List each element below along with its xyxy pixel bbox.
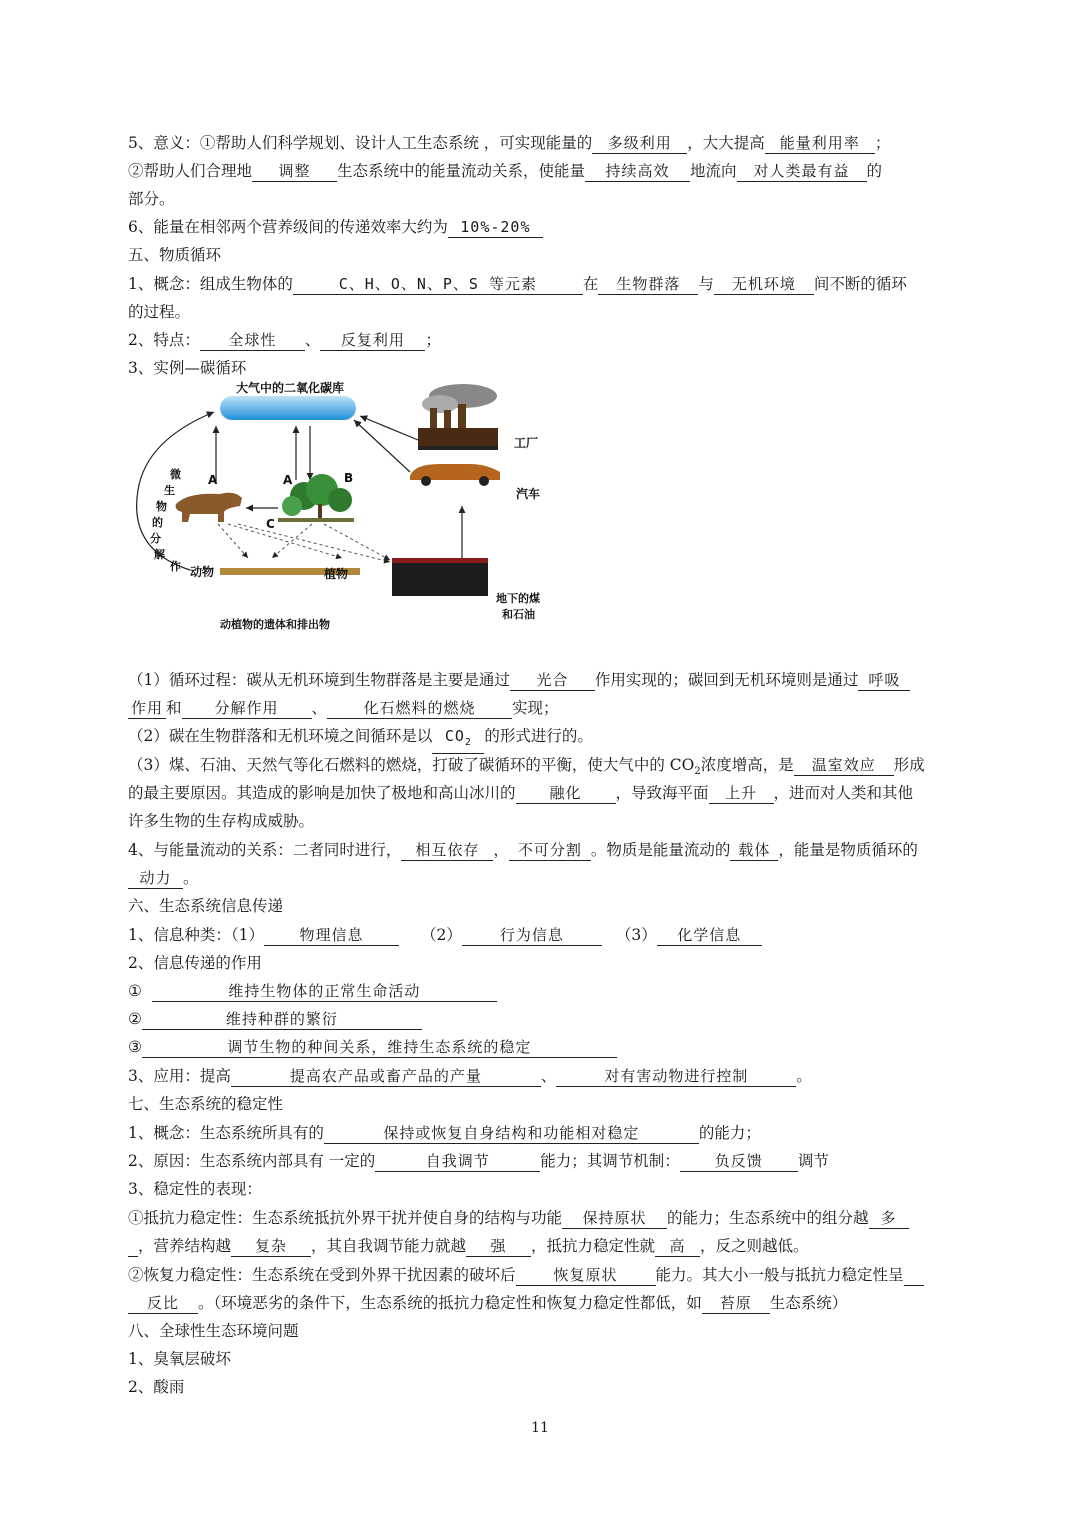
fill-blank[interactable]: 物理信息 (264, 925, 399, 946)
fossil-fuel-line-1: （3）煤、石油、天然气等化石燃料的燃烧，打破了碳循环的平衡，使大气中的 $CO_2$浓度增高，是 温室效应 形成 (128, 756, 925, 778)
fill-blank[interactable]: 呼吸 (858, 670, 910, 691)
coal-label-2: 和石油 (502, 608, 535, 621)
stability-expression: 3、稳定性的表现： (128, 1180, 262, 1198)
fill-blank[interactable]: 自我调节 (375, 1151, 540, 1172)
fill-blank[interactable]: 苔原 (702, 1293, 770, 1314)
fill-blank[interactable]: 相互依存 (401, 840, 493, 861)
cycle-form-line: （2）碳在生物群落和无机环境之间循环是以 $CO_2$ 的形式进行的。 (128, 726, 593, 754)
stability-reason: 2、原因：生态系统内部具有 一定的 自我调节 能力；其调节机制： 负反馈 调节 (128, 1152, 829, 1170)
coal-label-1: 地下的煤 (496, 592, 540, 605)
fill-blank[interactable]: 化学信息 (657, 925, 762, 946)
fill-blank[interactable]: 恢复原状 (516, 1265, 656, 1286)
factory-icon (418, 384, 498, 450)
fill-blank[interactable]: 复杂 (231, 1236, 311, 1257)
fill-blank[interactable]: 持续高效 (585, 161, 690, 182)
info-type-line: 1、信息种类：（1） 物理信息 （2） 行为信息 （3） 化学信息 (128, 925, 762, 946)
fill-blank[interactable]: 10%-20% (448, 217, 543, 238)
carbon-cycle-diagram (128, 380, 568, 635)
svg-text:作: 作 (170, 560, 181, 573)
coal-block (392, 558, 488, 596)
section-heading: 五、物质循环 (128, 246, 222, 264)
fill-blank[interactable]: 行为信息 (462, 925, 602, 946)
fossil-fuel-line-3: 许多生物的生存构成威胁。 (128, 812, 315, 830)
fill-blank[interactable]: 反复利用 (320, 330, 425, 351)
fill-blank[interactable]: 上升 (709, 783, 774, 804)
section-heading: 八、全球性生态环境问题 (128, 1322, 299, 1340)
fill-blank[interactable]: 作用 (128, 698, 166, 719)
label-b: B (344, 471, 354, 485)
fill-blank[interactable]: 生物群落 (598, 274, 698, 295)
resistance-line-1: ①抵抗力稳定性：生态系统抵抗外界干扰并使自身的结构与功能 保持原状 的能力；生态系统中的组分越 多 (128, 1208, 909, 1229)
info-role-3: ③ 调节生物的种间关系，维持生态系统的稳定 (128, 1037, 617, 1058)
label-a1: A (208, 473, 218, 487)
info-role-title: 2、信息传递的作用 (128, 954, 262, 972)
svg-text:解: 解 (154, 548, 165, 561)
meaning-line-3: 部分。 (128, 190, 175, 208)
fill-blank[interactable]: 保持原状 (562, 1208, 667, 1229)
fill-blank[interactable]: 全球性 (200, 330, 305, 351)
concept-line-1: 1、概念：组成生物体的 C、H、O、N、P、S 等元素 在 生物群落 与 无机环境 间不断的循环 (128, 275, 907, 293)
fill-blank[interactable]: 维持生物体的正常生命活动 (152, 981, 497, 1002)
decomposer-label (150, 467, 181, 573)
problem-2: 2、酸雨 (128, 1378, 185, 1396)
fill-blank[interactable]: 维持种群的繁衍 (142, 1009, 422, 1030)
stability-concept: 1、概念：生态系统所具有的 保持或恢复自身结构和功能相对稳定 的能力； (128, 1124, 761, 1142)
info-role-2: ② 维持种群的繁衍 (128, 1009, 422, 1030)
feature-line: 2、特点： 全球性 、 反复利用 ； (128, 331, 441, 349)
svg-text:分: 分 (150, 532, 161, 545)
animal-label: 动物 (190, 565, 215, 579)
fill-blank[interactable]: 动力 (128, 868, 183, 889)
fill-blank[interactable]: 不可分割 (509, 840, 591, 861)
svg-text:生: 生 (164, 484, 175, 497)
page-number: 11 (531, 1420, 549, 1436)
factory-label: 工厂 (514, 436, 539, 450)
application-line: 3、应用：提高 提高农产品或畜产品的产量 、 对有害动物进行控制 。 (128, 1067, 812, 1085)
svg-text:微: 微 (170, 468, 181, 481)
fill-blank[interactable]: 载体 (730, 840, 778, 861)
carbon-cycle-title: 3、实例—碳循环 (128, 359, 247, 377)
problem-1: 1、臭氧层破坏 (128, 1350, 231, 1368)
efficiency-line: 6、能量在相邻两个营养级间的传递效率大约为 10%-20% (128, 217, 543, 238)
fill-blank[interactable]: 化石燃料的燃烧 (327, 698, 512, 719)
info-role-1: ① 维持生物体的正常生命活动 (128, 981, 497, 1002)
fill-blank[interactable]: $CO_2$ (432, 726, 484, 754)
fill-blank[interactable]: 高 (655, 1236, 700, 1257)
relation-line-2: 动力 。 (128, 868, 199, 889)
fill-blank[interactable]: 强 (466, 1236, 531, 1257)
fill-blank[interactable]: 反比 (128, 1293, 198, 1314)
meaning-line-2: ②帮助人们合理地 调整 生态系统中的能量流动关系，使能量 持续高效 地流向 对人类最有益 的 (128, 162, 883, 180)
section-heading: 六、生态系统信息传递 (128, 897, 284, 915)
fill-blank[interactable]: 光合 (510, 670, 595, 691)
section-heading: 七、生态系统的稳定性 (128, 1095, 284, 1113)
resilience-line-2: 反比 。（环境恶劣的条件下，生态系统的抵抗力稳定性和恢复力稳定性都低，如 苔原 生态系统） (128, 1293, 847, 1314)
fill-blank[interactable]: 温室效应 (794, 755, 894, 776)
label-c: C (266, 517, 275, 531)
fill-blank[interactable]: 无机环境 (714, 274, 814, 295)
fill-blank[interactable]: 多级利用 (592, 133, 687, 154)
fill-blank[interactable]: 多 (869, 1208, 909, 1229)
car-label: 汽车 (516, 487, 541, 501)
car-icon (410, 464, 500, 486)
fill-blank[interactable]: 负反馈 (680, 1151, 798, 1172)
co2-pool-label: 大气中的二氧化碳库 (235, 381, 345, 395)
resilience-line-1: ②恢复力稳定性：生态系统在受到外界干扰因素的破坏后 恢复原状 能力。其大小一般与抵抗力稳定性呈 (128, 1265, 924, 1286)
fill-blank[interactable]: 调整 (252, 161, 337, 182)
concept-line-2: 的过程。 (128, 303, 191, 321)
cycle-process-line-1: （1）循环过程：碳从无机环境到生物群落是主要是通过 光合 作用实现的；碳回到无机环境则是通过 呼吸 (128, 670, 910, 691)
fill-blank[interactable]: 对人类最有益 (737, 161, 867, 182)
fill-blank[interactable]: 提高农产品或畜产品的产量 (231, 1066, 541, 1087)
fill-blank[interactable]: 调节生物的种间关系，维持生态系统的稳定 (142, 1037, 617, 1058)
label-a2: A (283, 473, 293, 487)
co2-pool-shape (220, 396, 356, 420)
relation-line-1: 4、与能量流动的关系：二者同时进行， 相互依存 ， 不可分割 。物质是能量流动的 载体 ，能量是物质循环的 (128, 841, 918, 859)
meaning-line-1: 5、意义：①帮助人们科学规划、设计人工生态系统 ，可实现能量的 多级利用 ，大大提高 能量利用率 ； (128, 134, 891, 152)
plant-label: 植物 (324, 567, 349, 581)
fill-blank[interactable]: 融化 (516, 783, 616, 804)
svg-text:的: 的 (152, 516, 163, 529)
svg-text:物: 物 (156, 500, 167, 513)
fill-blank[interactable]: C、H、O、N、P、S 等元素 (293, 274, 583, 295)
animal-icon (176, 493, 242, 522)
fill-blank[interactable]: 分解作用 (182, 698, 312, 719)
fill-blank[interactable]: 保持或恢复自身结构和功能相对稳定 (324, 1123, 699, 1144)
cycle-process-line-2: 作用 和 分解作用 、 化石燃料的燃烧 实现； (128, 698, 559, 719)
fill-blank[interactable]: 能量利用率 (765, 133, 875, 154)
remains-label: 动植物的遗体和排出物 (220, 618, 330, 631)
fill-blank[interactable]: 对有害动物进行控制 (556, 1066, 796, 1087)
resistance-line-2: ，营养结构越 复杂 ，其自我调节能力就越 强 ，抵抗力稳定性就 高 ，反之则越低。 (128, 1236, 809, 1257)
fossil-fuel-line-2: 的最主要原因。其造成的影响是加快了极地和高山冰川的 融化 ，导致海平面 上升 ，进而对人类和其他 (128, 784, 914, 802)
